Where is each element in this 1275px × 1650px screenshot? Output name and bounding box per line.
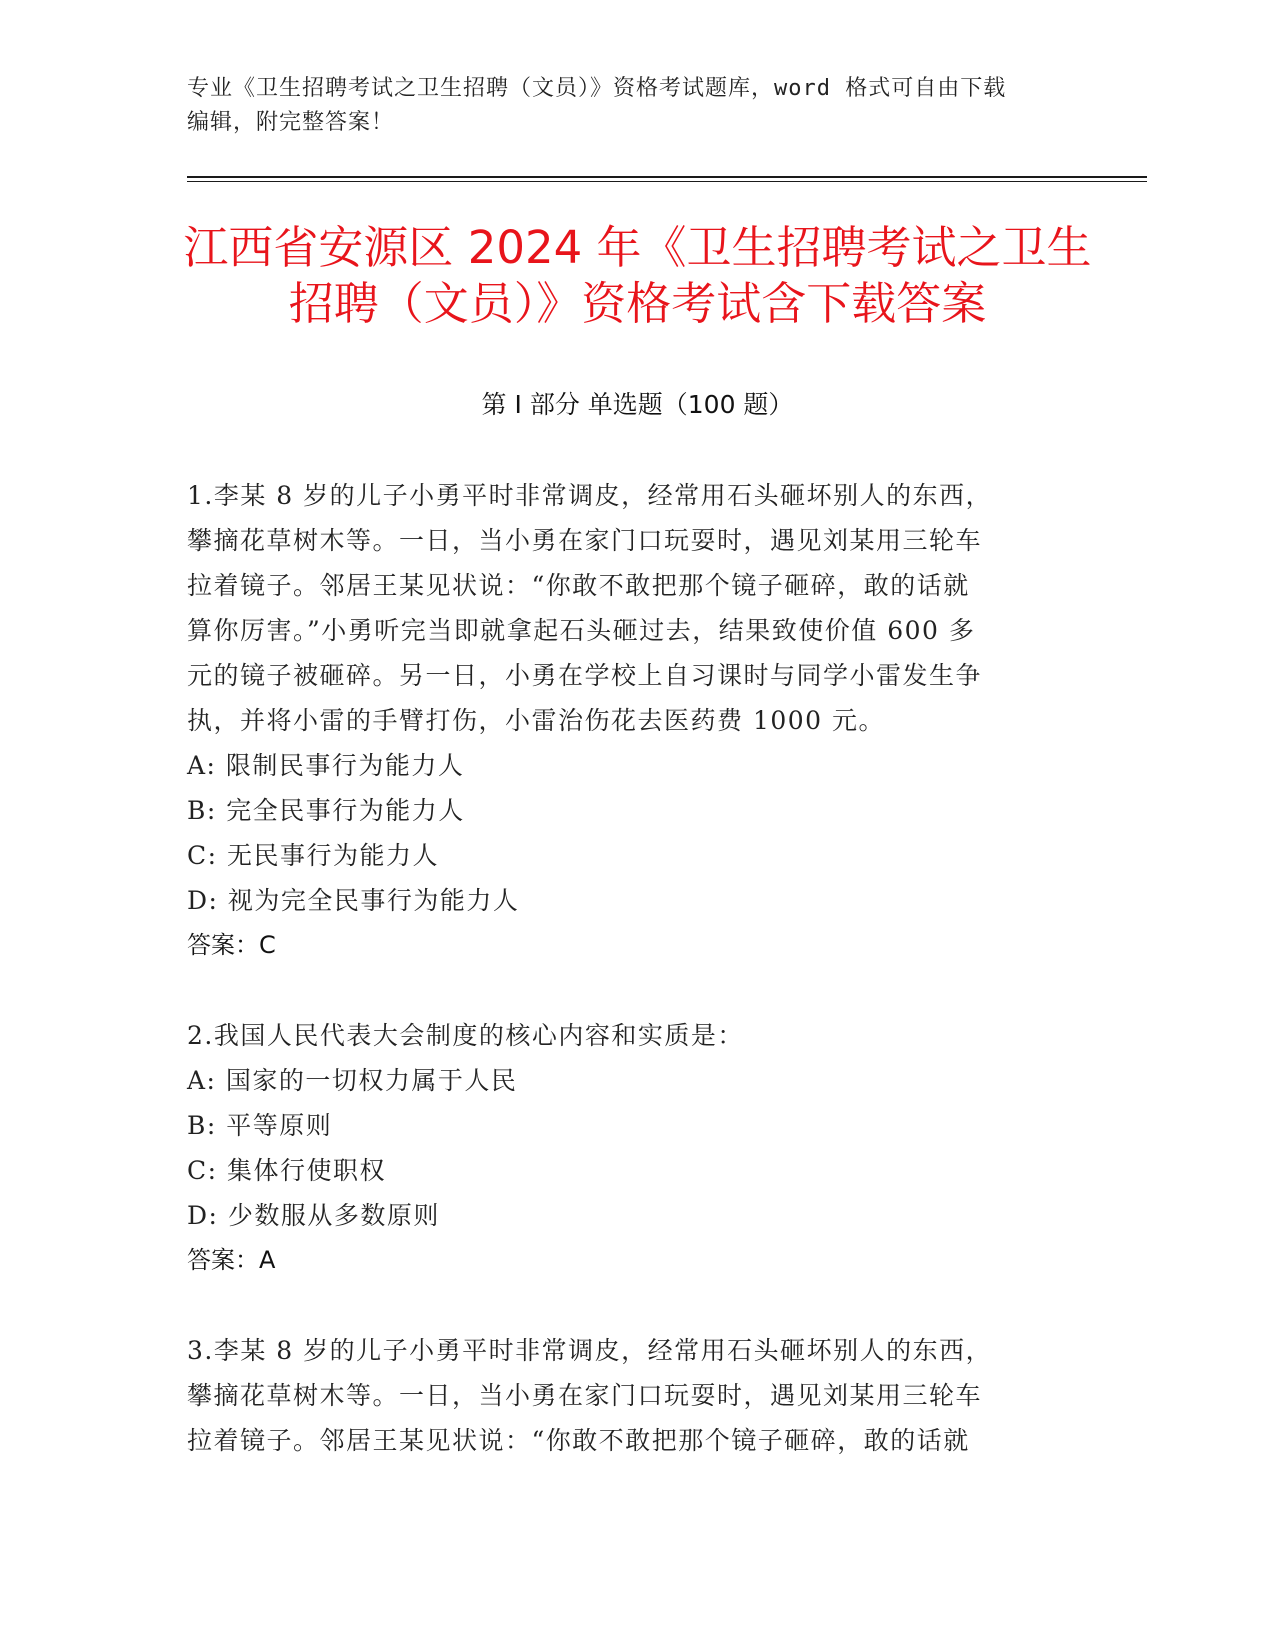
question-1 <box>187 473 1087 968</box>
document-title <box>100 220 1175 332</box>
header-divider-thick <box>187 176 1147 178</box>
option-a: A: 限制民事行为能力人 <box>187 751 465 780</box>
question-stem-line: 执，并将小雷的手臂打伤，小雷治伤花去医药费 1000 元。 <box>187 706 886 735</box>
question-stem-line: 算你厉害。”小勇听完当即就拿起石头砸过去，结果致使价值 600 多 <box>187 616 976 645</box>
question-spacer <box>187 1283 1087 1328</box>
option-d: D: 少数服从多数原则 <box>187 1201 440 1230</box>
answer-line: 答案：C <box>187 931 276 959</box>
document-title-line: 江西省安源区 2024 年《卫生招聘考试之卫生 <box>183 221 1092 274</box>
question-stem-line: 攀摘花草树木等。一日，当小勇在家门口玩耍时，遇见刘某用三轮车 <box>187 1381 983 1410</box>
question-spacer <box>187 968 1087 1013</box>
option-b: B: 完全民事行为能力人 <box>187 796 465 825</box>
question-2 <box>187 1013 1087 1283</box>
question-stem-line: 1.李某 8 岁的儿子小勇平时非常调皮，经常用石头砸坏别人的东西， <box>187 481 993 510</box>
question-stem-line: 拉着镜子。邻居王某见状说：“你敢不敢把那个镜子砸碎，敢的话就 <box>187 1426 970 1455</box>
question-stem-line: 攀摘花草树木等。一日，当小勇在家门口玩耍时，遇见刘某用三轮车 <box>187 526 983 555</box>
question-3 <box>187 1328 1087 1463</box>
answer-line: 答案：A <box>187 1246 276 1274</box>
option-d: D: 视为完全民事行为能力人 <box>187 886 520 915</box>
question-list <box>187 473 1087 1463</box>
header-note <box>187 72 1087 140</box>
document-title-line: 招聘（文员）》资格考试含下载答案 <box>288 277 987 330</box>
option-c: C: 集体行使职权 <box>187 1156 386 1185</box>
option-a: A: 国家的一切权力属于人民 <box>187 1066 518 1095</box>
header-note-line: 专业《卫生招聘考试之卫生招聘（文员）》资格考试题库，word 格式可自由下载 <box>187 76 1007 101</box>
header-divider-thin <box>187 181 1147 182</box>
question-stem-line: 元的镜子被砸碎。另一日，小勇在学校上自习课时与同学小雷发生争 <box>187 661 983 690</box>
header-note-line: 编辑，附完整答案！ <box>187 110 395 135</box>
question-stem-line: 拉着镜子。邻居王某见状说：“你敢不敢把那个镜子砸碎，敢的话就 <box>187 571 970 600</box>
option-b: B: 平等原则 <box>187 1111 333 1140</box>
section-title: 第 I 部分 单选题（100 题） <box>481 390 794 419</box>
option-c: C: 无民事行为能力人 <box>187 841 439 870</box>
question-stem-line: 2.我国人民代表大会制度的核心内容和实质是： <box>187 1021 744 1050</box>
question-stem-line: 3.李某 8 岁的儿子小勇平时非常调皮，经常用石头砸坏别人的东西， <box>187 1336 993 1365</box>
